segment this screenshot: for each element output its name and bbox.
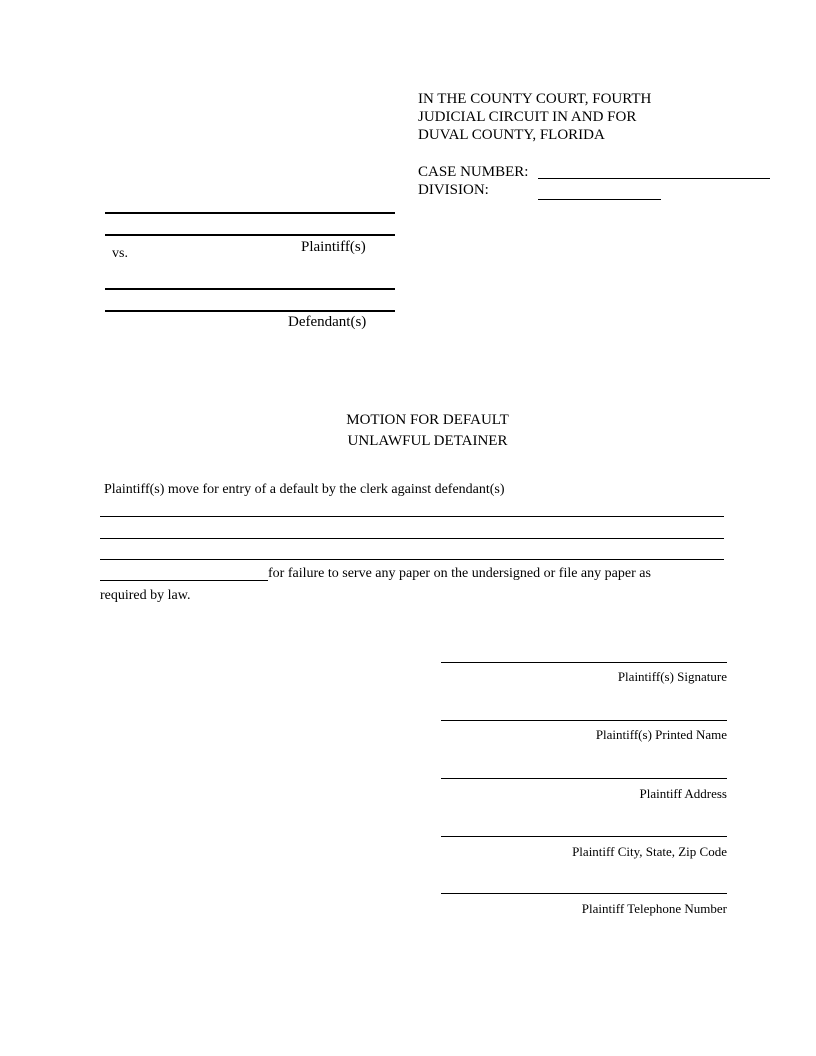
defendant-name-line-2[interactable] [105, 310, 395, 312]
signature-label: Plaintiff(s) Signature [617, 669, 727, 684]
court-name-line-3: DUVAL COUNTY, FLORIDA [418, 127, 605, 143]
defendant-blank-line-1[interactable] [100, 516, 724, 517]
city-state-zip-line[interactable] [441, 836, 727, 837]
court-name-line-2: JUDICIAL CIRCUIT IN AND FOR [418, 109, 637, 125]
division-field[interactable] [538, 199, 661, 200]
defendant-name-line-1[interactable] [105, 288, 395, 290]
motion-intro-text: Plaintiff(s) move for entry of a default by the clerk against defendant(s) [104, 482, 505, 497]
case-number-field[interactable] [538, 178, 770, 179]
plaintiff-name-line-2[interactable] [105, 234, 395, 236]
motion-title-line-2: UNLAWFUL DETAINER [347, 433, 508, 449]
telephone-label: Plaintiff Telephone Number [581, 901, 727, 916]
motion-closing-text: required by law. [100, 588, 191, 603]
case-number-label: CASE NUMBER: [418, 164, 529, 180]
defendant-blank-line-4[interactable] [100, 580, 268, 581]
plaintiff-name-line-1[interactable] [105, 212, 395, 214]
defendant-label: Defendant(s) [288, 314, 367, 330]
printed-name-line[interactable] [441, 720, 727, 721]
address-label: Plaintiff Address [639, 786, 727, 801]
address-line[interactable] [441, 778, 727, 779]
city-state-zip-label: Plaintiff City, State, Zip Code [572, 844, 727, 859]
plaintiff-label: Plaintiff(s) [301, 239, 366, 255]
motion-title-line-1: MOTION FOR DEFAULT [346, 412, 509, 428]
motion-continuation-text: for failure to serve any paper on the undersigned or file any paper as [268, 566, 651, 581]
telephone-line[interactable] [441, 893, 727, 894]
printed-name-label: Plaintiff(s) Printed Name [595, 727, 727, 742]
signature-line[interactable] [441, 662, 727, 663]
defendant-blank-line-2[interactable] [100, 538, 724, 539]
defendant-blank-line-3[interactable] [100, 559, 724, 560]
court-name-line-1: IN THE COUNTY COURT, FOURTH [418, 91, 652, 107]
versus-label: vs. [112, 246, 128, 261]
division-label: DIVISION: [418, 182, 489, 198]
